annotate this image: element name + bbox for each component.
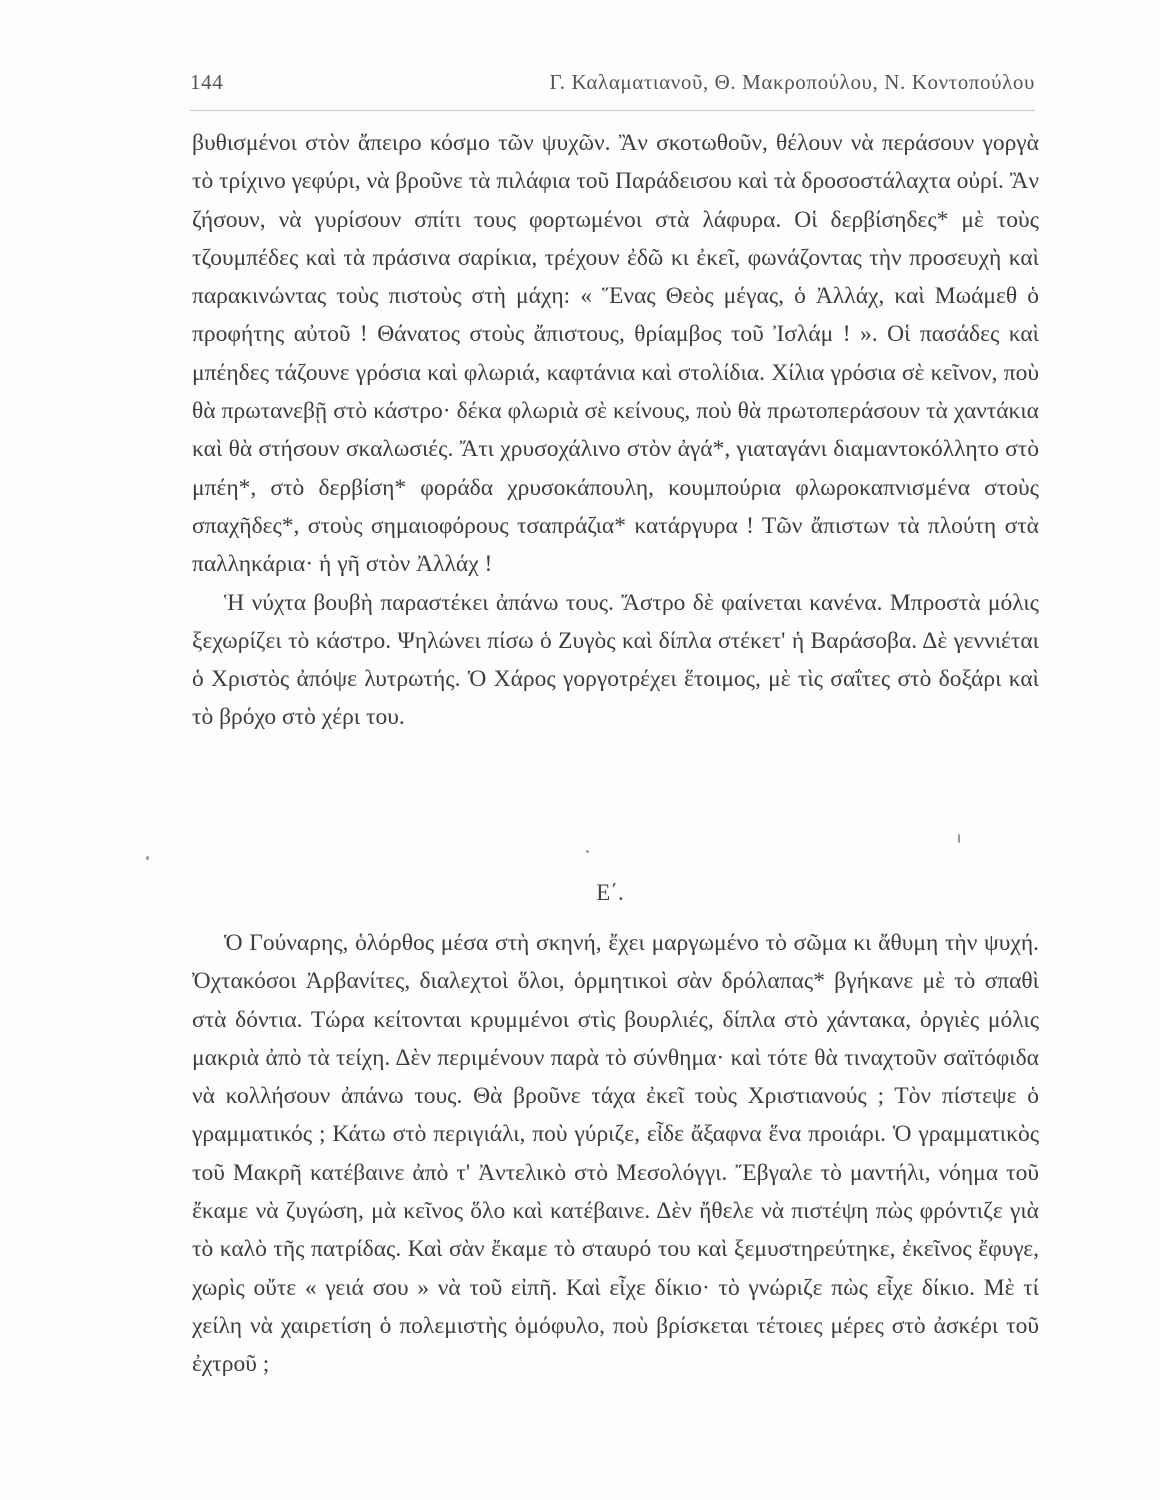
section-heading: Ε΄. (596, 880, 624, 905)
body-text-part2 (192, 924, 1039, 1384)
scan-speck (146, 856, 149, 860)
header-rule (190, 110, 1035, 111)
running-head: Γ. Καλαματιανοῦ, Θ. Μακροπούλου, Ν. Κοντοπούλου (549, 70, 1035, 94)
page-number: 144 (190, 70, 224, 94)
scan-speck (586, 850, 589, 853)
paragraph: βυθισμένοι στὸν ἄπειρο κόσμο τῶν ψυχῶν. Ἂν σκοτωθοῦν, θέλουν νὰ περάσουν γοργὰ τὸ τρίχινο γεφύρι, νὰ βροῦνε τὰ πιλάφια τοῦ Παράδεισου καὶ τὰ δροσοστάλαχτα οὐρί. Ἂν ζήσουν, νὰ γυρίσουν σπίτι τους φορτωμένοι στὰ λάφυρα. Οἱ δερβίσηδες* μὲ τοὺς τζουμπέδες καὶ τὰ πράσινα σαρίκια, τρέχουν ἐδῶ κι ἐκεῖ, φωνάζοντας τὴν προσευχὴ καὶ παρακινώντας τοὺς πιστοὺς στὴ μάχη: « Ἕνας Θεὸς μέγας, ὁ Ἀλλάχ, καὶ Μωάμεθ ὁ προφήτης αὐτοῦ ! Θάνατος στοὺς ἄπιστους, θρίαμβος τοῦ Ἰσλάμ ! ». Οἱ πασάδες καὶ μπέηδες τάζουνε γρόσια καὶ φλωριά, καφτάνια καὶ στολίδια. Χίλια γρόσια σὲ κεῖνον, ποὺ θὰ πρωτανεβῇ στὸ κάστρο· δέκα φλωριὰ σὲ κείνους, ποὺ θὰ πρωτοπεράσουν τὰ χαντάκια καὶ θὰ στήσουν σκαλωσιές. Ἄτι χρυσοχάλινο στὸν ἀγά*, γιαταγάνι διαμαντοκόλλητο στὸ μπέη*, στὸ δερβίση* φοράδα χρυσοκάπουλη, κουμπούρια φλωροκαπνισμένα στοὺς σπαχῆδες*, στοὺς σημαιοφόρους τσαπράζια* κατάργυρα ! Τῶν ἄπιστων τὰ πλούτη στὰ παλληκάρια· ἡ γῆ στὸν Ἀλλάχ ! (192, 130, 1039, 578)
page-header (190, 70, 1035, 104)
scan-speck (958, 834, 960, 843)
paragraph: Ἡ νύχτα βουβὴ παραστέκει ἀπάνω τους. Ἄστρο δὲ φαίνεται κανένα. Μπροστὰ μόλις ξεχωρίζει τὸ κάστρο. Ψηλώνει πίσω ὁ Ζυγὸς καὶ δίπλα στέκετ' ἡ Βαράσοβα. Δὲ γεννιέται ὁ Χριστὸς ἀπόψε λυτρωτής. Ὁ Χάρος γοργοτρέχει ἕτοιμος, μὲ τὶς σαΐτες στὸ δοξάρι καὶ τὸ βρόχο στὸ χέρι του. (192, 589, 1039, 731)
body-text-part1 (192, 124, 1039, 737)
paragraph: Ὁ Γούναρης, ὁλόρθος μέσα στὴ σκηνή, ἔχει μαργωμένο τὸ σῶμα κι ἄθυμη τὴν ψυχή. Ὀχτακόσοι Ἀρβανίτες, διαλεχτοὶ ὅλοι, ὁρμητικοὶ σὰν δρόλαπας* βγήκανε μὲ τὸ σπαθὶ στὰ δόντια. Τώρα κείτονται κρυμμένοι στὶς βουρλιές, δίπλα στὸ χάντακα, ὀργιὲς μόλις μακριὰ ἀπὸ τὰ τείχη. Δὲν περιμένουν παρὰ τὸ σύνθημα· καὶ τότε θὰ τιναχτοῦν σαϊτόφιδα νὰ κολλήσουν ἀπάνω τους. Θὰ βροῦνε τάχα ἐκεῖ τοὺς Χριστιανούς ; Τὸν πίστεψε ὁ γραμματικός ; Κάτω στὸ περιγιάλι, ποὺ γύριζε, εἶδε ἄξαφνα ἕνα προιάρι. Ὁ γραμματικὸς τοῦ Μακρῆ κατέβαινε ἀπὸ τ' Ἀντελικὸ στὸ Μεσολόγγι. Ἔβγαλε τὸ μαντήλι, νόημα τοῦ ἔκαμε νὰ ζυγώση, μὰ κεῖνος ὅλο καὶ κατέβαινε. Δὲν ἤθελε νὰ πιστέψη πὼς φρόντιζε γιὰ τὸ καλὸ τῆς πατρίδας. Καὶ σὰν ἔκαμε τὸ σταυρό του καὶ ξεμυστηρεύτηκε, ἐκεῖνος ἔφυγε, χωρὶς οὔτε « γειά σου » νὰ τοῦ εἰπῆ. Καὶ εἶχε δίκιο· τὸ γνώριζε πὼς εἶχε δίκιο. Μὲ τί χείλη νὰ χαιρετίση ὁ πολεμιστὴς ὁμόφυλο, ποὺ βρίσκεται τέτοιες μέρες στὸ ἀσκέρι τοῦ ἐχτροῦ ; (192, 930, 1039, 1378)
